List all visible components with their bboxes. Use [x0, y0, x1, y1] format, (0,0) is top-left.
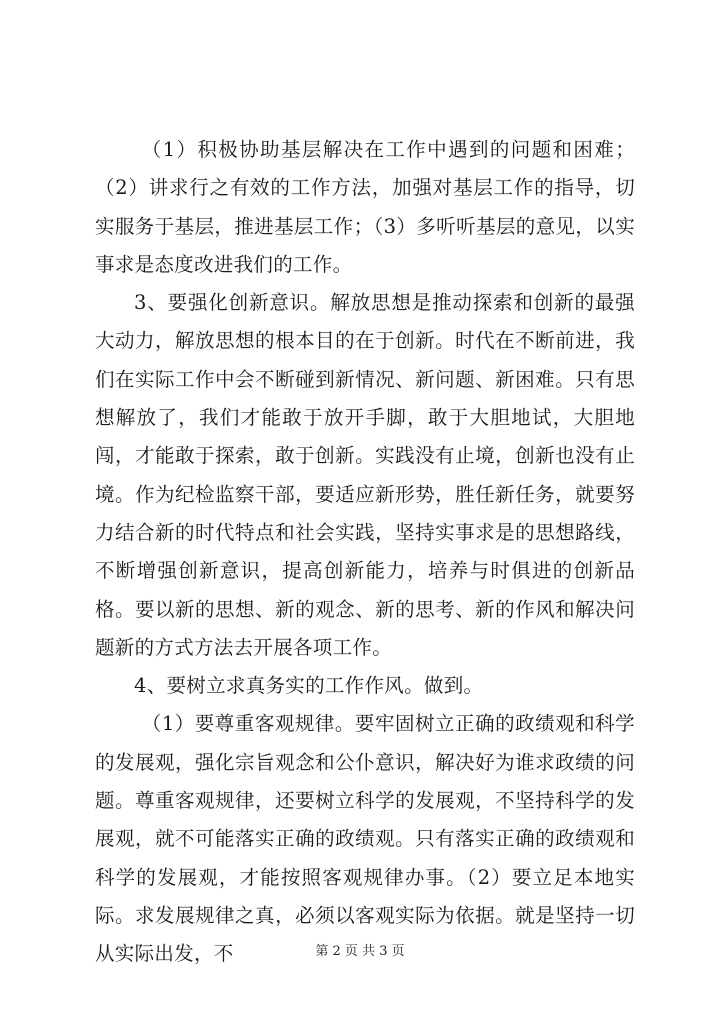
- paragraph-2: 3、要强化创新意识。解放思想是推动探索和创新的最强大动力，解放思想的根本目的在于创新。时代在不断前进，我们在实际工作中会不断碰到新情况、新问题、新困难。只有思想解放了，我们才能敢于放开手脚，敢于大胆地试，大胆地闯，才能敢于探索，敢于创新。实践没有止境，创新也没有止境。作为纪检监察干部，要适应新形势，胜任新任务，就要努力结合新的时代特点和社会实践，坚持实事求是的思想路线，不断增强创新意识，提高创新能力，培养与时俱进的创新品格。要以新的思想、新的观念、新的思考、新的作风和解决问题新的方式方法去开展各项工作。: [95, 291, 635, 659]
- page-number-footer: 第 2 页 共 3 页: [315, 944, 405, 959]
- paragraph-3: 4、要树立求真务实的工作作风。做到。: [134, 674, 484, 698]
- paragraph-4: （1）要尊重客观规律。要牢固树立正确的政绩观和科学的发展观，强化宗旨观念和公仆意识，解决好为谁求政绩的问题。尊重客观规律，还要树立科学的发展观，不坚持科学的发展观，就不可能落实正确的政绩观。只有落实正确的政绩观和科学的发展观，才能按照客观规律办事。（2）要立足本地实际。求发展规律之真，必须以客观实际为依据。就是坚持一切从实际出发，不: [95, 712, 635, 966]
- paragraph-1: （1）积极协助基层解决在工作中遇到的问题和困难；（2）讲求行之有效的工作方法，加强对基层工作的指导，切实服务于基层，推进基层工作；（3）多听听基层的意见，以实事求是态度改进我们的工作。: [95, 138, 635, 276]
- document-body: [95, 131, 635, 974]
